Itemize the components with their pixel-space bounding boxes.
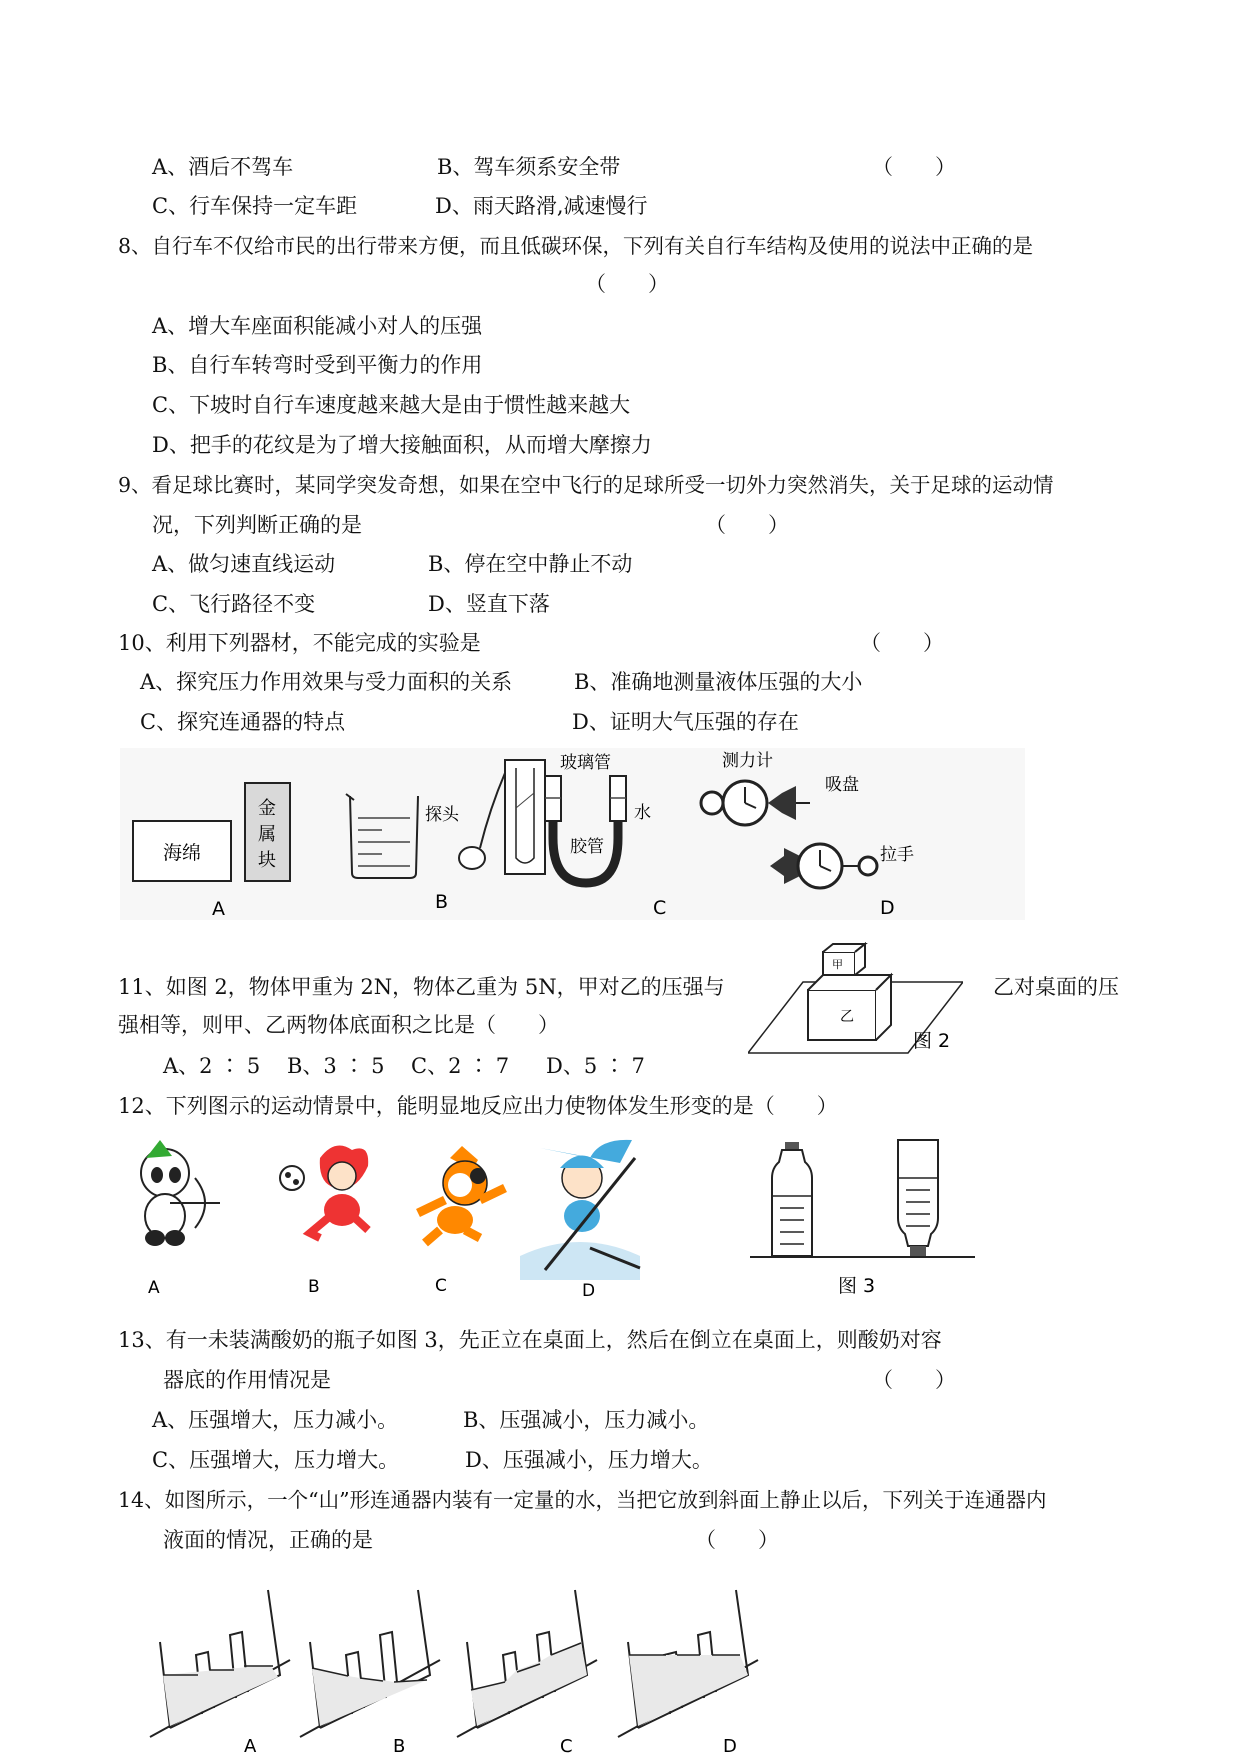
jia-label: 甲 <box>832 958 843 971</box>
q10-option-b: B、准确地测量液体压强的大小 <box>574 670 863 694</box>
q9-option-b: B、停在空中静止不动 <box>428 552 633 576</box>
vessel-a <box>150 1590 290 1737</box>
q8-option-b: B、自行车转弯时受到平衡力的作用 <box>152 353 483 377</box>
q10-apparatus-svg <box>120 748 1025 920</box>
q13-stem-line1: 13、有一未装满酸奶的瓶子如图 3，先正立在桌面上，然后在倒立在桌面上，则酸奶对容 <box>118 1328 942 1352</box>
q12-label-c: C <box>435 1276 447 1296</box>
metal-label-1: 金 <box>258 798 276 819</box>
fig-label-a: A <box>212 898 225 920</box>
handle-label: 拉手 <box>880 845 914 865</box>
q13-option-a: A、压强增大，压力减小。 <box>152 1408 399 1432</box>
figure-3-bottles <box>750 1140 975 1297</box>
q13-option-d: D、压强减小，压力增大。 <box>465 1448 713 1472</box>
q9-answer-blank: （ ） <box>705 513 789 537</box>
figure-2-caption: 图 2 <box>913 1030 951 1052</box>
q8-option-a: A、增大车座面积能减小对人的压强 <box>152 314 483 338</box>
q9-option-a: A、做匀速直线运动 <box>152 552 336 576</box>
q7-option-b: B、驾车须系安全带 <box>437 155 621 179</box>
q9-stem-line2: 况，下列判断正确的是 <box>152 513 362 537</box>
q10-answer-blank: （ ） <box>860 631 944 655</box>
q12-mascot-figures <box>120 1138 980 1300</box>
dynamometer-label: 测力计 <box>722 751 773 771</box>
fig-label-c: C <box>653 897 667 919</box>
water-label: 水 <box>634 803 651 823</box>
probe-head <box>459 847 485 869</box>
q12-label-a: A <box>148 1278 160 1298</box>
suction-cup-top <box>768 786 796 820</box>
q12-stem: 12、下列图示的运动情景中，能明显地反应出力使物体发生形变的是（ ） <box>118 1094 838 1118</box>
q12-label-b: B <box>308 1277 320 1297</box>
q10-apparatus-figure <box>120 748 1025 920</box>
q13-answer-blank: （ ） <box>872 1368 956 1392</box>
rubber-tube-label: 胶管 <box>570 837 604 857</box>
q10-option-d: D、证明大气压强的存在 <box>572 710 799 734</box>
suction-cup-label: 吸盘 <box>825 775 859 795</box>
metal-label-2: 属 <box>258 824 276 845</box>
fig-label-d: D <box>880 897 895 919</box>
glass-tube-label: 玻璃管 <box>560 753 611 773</box>
q11-option-d: D、5 ∶ 7 <box>546 1054 645 1078</box>
q11-option-c: C、2 ∶ 7 <box>411 1054 510 1078</box>
yi-label: 乙 <box>840 1009 854 1025</box>
bottle-inverted <box>898 1140 938 1246</box>
q14-label-b: B <box>393 1736 406 1754</box>
probe-label: 探头 <box>425 805 459 825</box>
q14-vessels-svg <box>140 1580 780 1754</box>
q10-stem: 10、利用下列器材，不能完成的实验是 <box>118 631 481 655</box>
q9-option-c: C、飞行路径不变 <box>152 592 316 616</box>
vessel-d <box>618 1590 758 1737</box>
vessel-b <box>300 1590 440 1737</box>
q13-option-b: B、压强减小，压力减小。 <box>463 1408 710 1432</box>
q14-label-d: D <box>723 1736 737 1754</box>
q14-label-c: C <box>560 1736 573 1754</box>
q8-option-c: C、下坡时自行车速度越来越大是由于惯性越来越大 <box>152 393 631 417</box>
q13-option-c: C、压强增大，压力增大。 <box>152 1448 400 1472</box>
mascot-boxing-image <box>418 1146 505 1243</box>
bottle-upright <box>772 1150 812 1256</box>
figure-2-svg <box>748 935 963 1060</box>
q7-option-c: C、行车保持一定车距 <box>152 194 358 218</box>
q7-answer-blank: （ ） <box>872 155 956 179</box>
q14-vessel-figures <box>140 1580 780 1754</box>
mascot-canoe-image <box>520 1140 640 1280</box>
q12-label-d: D <box>582 1281 596 1300</box>
q8-answer-blank: （ ） <box>585 272 669 296</box>
q10-option-c: C、探究连通器的特点 <box>140 710 346 734</box>
q14-label-a: A <box>244 1736 257 1754</box>
q7-option-d: D、雨天路滑,减速慢行 <box>435 194 648 218</box>
q14-stem-line2: 液面的情况，正确的是 <box>163 1528 373 1552</box>
q9-stem-line1: 9、看足球比赛时，某同学突发奇想，如果在空中飞行的足球所受一切外力突然消失，关于足球的运动情 <box>118 473 1054 497</box>
metal-label-3: 块 <box>258 850 276 871</box>
mascot-football-image <box>280 1146 368 1239</box>
q14-stem-line1: 14、如图所示，一个“山”形连通器内装有一定量的水，当把它放到斜面上静止以后，下列关于连通器内 <box>118 1488 1047 1512</box>
q11-stem-line1: 11、如图 2，物体甲重为 2N，物体乙重为 5N，甲对乙的压强与 <box>118 975 725 999</box>
suction-cup-bottom <box>770 848 800 884</box>
q11-stem-line2: 强相等，则甲、乙两物体底面积之比是（ ） <box>118 1013 559 1037</box>
q7-option-a: A、酒后不驾车 <box>152 155 294 179</box>
q12-mascots-svg <box>120 1138 980 1300</box>
vessel-c <box>457 1590 597 1737</box>
mascot-archer-image <box>141 1140 220 1246</box>
figure-2 <box>748 935 963 1060</box>
figure-3-caption: 图 3 <box>838 1275 876 1297</box>
q9-option-d: D、竖直下落 <box>428 592 550 616</box>
q8-stem: 8、自行车不仅给市民的出行带来方便，而且低碳环保，下列有关自行车结构及使用的说法中正确的是 <box>118 234 1034 258</box>
q13-stem-line2: 器底的作用情况是 <box>163 1368 331 1392</box>
q8-option-d: D、把手的花纹是为了增大接触面积，从而增大摩擦力 <box>152 433 652 457</box>
q11-option-a: A、2 ∶ 5 <box>163 1054 261 1078</box>
q11-stem-line1-end: 乙对桌面的压 <box>993 975 1119 999</box>
fig-label-b: B <box>435 891 449 913</box>
q14-answer-blank: （ ） <box>695 1528 779 1552</box>
q11-option-b: B、3 ∶ 5 <box>287 1054 385 1078</box>
manometer-board <box>505 760 545 874</box>
sponge-label: 海绵 <box>162 842 202 864</box>
q10-option-a: A、探究压力作用效果与受力面积的关系 <box>140 670 513 694</box>
